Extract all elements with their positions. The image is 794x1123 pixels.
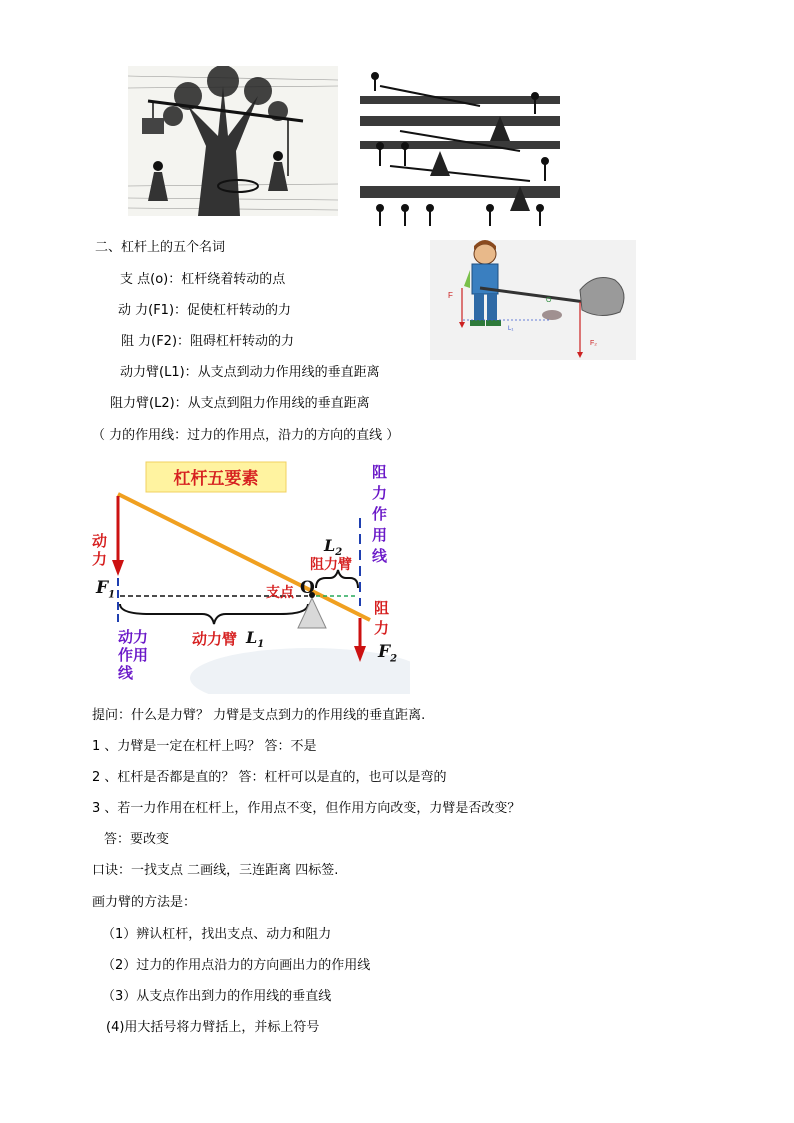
well-sweep-illustration [128, 66, 338, 216]
method-title: 画力臂的方法是： [92, 895, 197, 910]
section-title: 二、杠杆上的五个名词 [95, 240, 226, 255]
term-load-arm: 阻力臂(L2)：从支点到阻力作用线的垂直距离 [110, 396, 370, 411]
question-1: 1 、力臂是一定在杠杆上吗？ 答：不是 [92, 739, 317, 754]
load-arm-symbol: $L_2$ [324, 536, 343, 559]
question-3: 3 、若一力作用在杠杆上，作用点不变，但作用方向改变，力臂是否改变？ [92, 801, 521, 816]
method-step-3: （3）从支点作出到力的作用线的垂直线 [102, 989, 332, 1004]
term-effort: 动 力(F1)：促使杠杆转动的力 [118, 303, 292, 318]
fulcrum-label: 支点 [266, 585, 294, 601]
load-arm-label: 阻力臂 [310, 557, 352, 573]
worker-l1-label: L₁ [508, 326, 514, 332]
worker-f2-label: F₂ [590, 340, 597, 347]
effort-label: 动力 [92, 532, 108, 568]
term-load: 阻 力(F2)：阻碍杠杆转动的力 [121, 334, 295, 349]
fulcrum-symbol: O [300, 578, 315, 598]
term-effort-arm: 动力臂(L1)：从支点到动力作用线的垂直距离 [120, 365, 380, 380]
effort-arm-label: 动力臂 [192, 630, 238, 648]
lever-five-elements-diagram [90, 458, 410, 694]
term-fulcrum: 支 点(o)：杠杆绕着转动的点 [120, 272, 286, 287]
method-step-1: （1）辨认杠杆，找出支点、动力和阻力 [102, 927, 332, 942]
action-line-note: （ 力的作用线：过力的作用点，沿力的方向的直线 ） [92, 428, 400, 443]
answer-3: 答：要改变 [104, 832, 170, 847]
diagram-title: 杠杆五要素 [173, 469, 259, 489]
worker-o-label: O [546, 297, 552, 304]
effort-symbol: $F_1$ [96, 578, 116, 601]
method-step-4: (4)用大括号将力臂括上，并标上符号 [106, 1020, 320, 1035]
load-line-label: 阻力作用线 [372, 463, 388, 565]
load-label: 阻力 [374, 599, 390, 637]
worker-prying-rock-illustration [430, 240, 636, 360]
question-2: 2 、杠杆是否都是直的？ 答：杠杆可以是直的，也可以是弯的 [92, 770, 447, 785]
lever-workers-illustration [360, 66, 560, 236]
effort-line-label: 动力作用线 [118, 628, 149, 682]
load-symbol: $F_2$ [378, 642, 398, 665]
worker-f1-label: F [448, 291, 453, 300]
effort-arm-symbol: $L_1$ [246, 628, 265, 651]
qa-intro: 提问：什么是力臂？ 力臂是支点到力的作用线的垂直距离. [92, 708, 426, 723]
mnemonic: 口诀：一找支点 二画线，三连距离 四标签. [92, 863, 339, 878]
method-step-2: （2）过力的作用点沿力的方向画出力的作用线 [102, 958, 371, 973]
